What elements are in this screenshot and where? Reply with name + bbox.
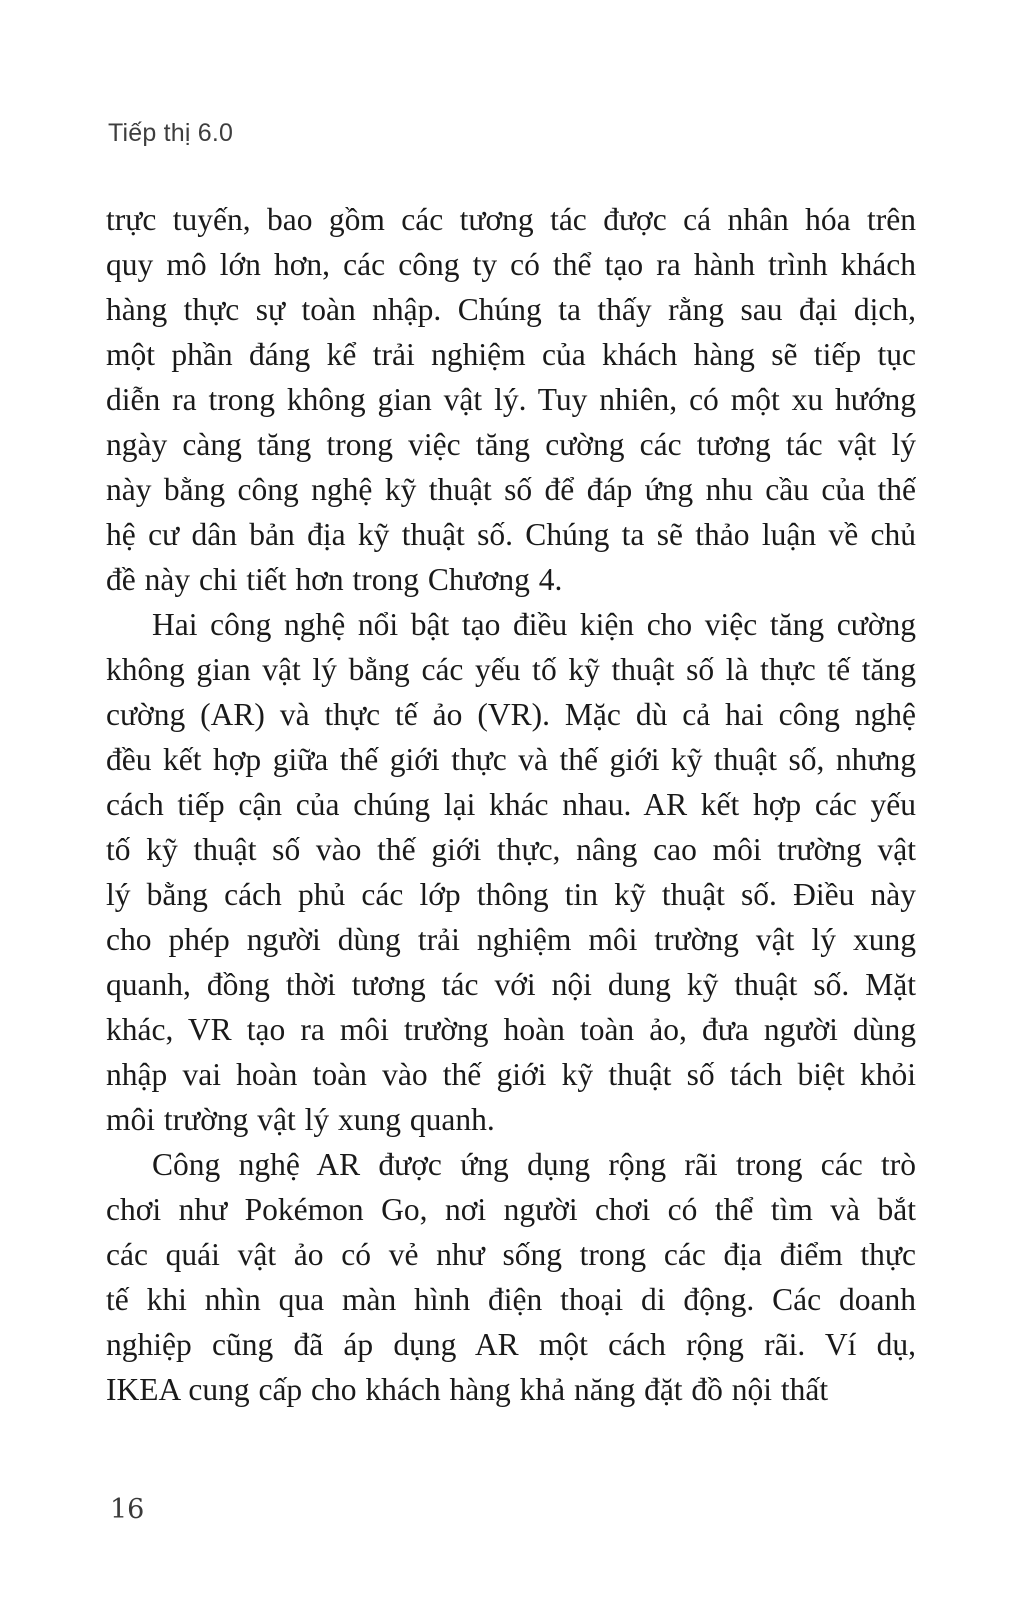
- page-body-text: [106, 197, 916, 1412]
- text-line: cường (AR) và thực tế ảo (VR). Mặc dù cả hai công nghệ: [106, 697, 916, 732]
- text-line: tế khi nhìn qua màn hình điện thoại di động. Các doanh: [106, 1282, 916, 1317]
- page-number: 16: [110, 1494, 145, 1525]
- text-line: khác, VR tạo ra môi trường hoàn toàn ảo, đưa người dùng: [106, 1012, 916, 1047]
- text-line: diễn ra trong không gian vật lý. Tuy nhiên, có một xu hướng: [106, 382, 916, 417]
- text-line: các quái vật ảo có vẻ như sống trong các địa điểm thực: [106, 1237, 916, 1272]
- running-header-title: Tiếp thị 6.0: [108, 119, 234, 147]
- text-line: tố kỹ thuật số vào thế giới thực, nâng cao môi trường vật: [106, 832, 916, 867]
- text-line: đều kết hợp giữa thế giới thực và thế giới kỹ thuật số, nhưng: [106, 742, 916, 777]
- text-line: không gian vật lý bằng các yếu tố kỹ thuật số là thực tế tăng: [106, 652, 916, 687]
- text-line: đề này chi tiết hơn trong Chương 4.: [106, 562, 563, 597]
- text-line: một phần đáng kể trải nghiệm của khách hàng sẽ tiếp tục: [106, 337, 916, 372]
- text-line: Hai công nghệ nổi bật tạo điều kiện cho việc tăng cường: [152, 607, 916, 642]
- text-line: hệ cư dân bản địa kỹ thuật số. Chúng ta sẽ thảo luận về chủ: [106, 517, 916, 552]
- text-line: cho phép người dùng trải nghiệm môi trường vật lý xung: [106, 922, 916, 957]
- text-line: lý bằng cách phủ các lớp thông tin kỹ thuật số. Điều này: [106, 877, 916, 912]
- text-line: quy mô lớn hơn, các công ty có thể tạo ra hành trình khách: [106, 247, 916, 282]
- text-line: nhập vai hoàn toàn vào thế giới kỹ thuật số tách biệt khỏi: [106, 1057, 916, 1092]
- text-line: trực tuyến, bao gồm các tương tác được cá nhân hóa trên: [106, 202, 916, 237]
- text-line: hàng thực sự toàn nhập. Chúng ta thấy rằng sau đại dịch,: [106, 292, 916, 327]
- text-line: nghiệp cũng đã áp dụng AR một cách rộng rãi. Ví dụ,: [106, 1327, 916, 1362]
- text-line: này bằng công nghệ kỹ thuật số để đáp ứng nhu cầu của thế: [106, 472, 916, 507]
- text-line: ngày càng tăng trong việc tăng cường các tương tác vật lý: [106, 427, 916, 462]
- text-line: quanh, đồng thời tương tác với nội dung kỹ thuật số. Mặt: [106, 967, 916, 1002]
- text-line: IKEA cung cấp cho khách hàng khả năng đặt đồ nội thất: [106, 1372, 829, 1407]
- text-line: cách tiếp cận của chúng lại khác nhau. AR kết hợp các yếu: [106, 787, 916, 822]
- text-line: chơi như Pokémon Go, nơi người chơi có thể tìm và bắt: [106, 1192, 916, 1227]
- text-line: môi trường vật lý xung quanh.: [106, 1102, 495, 1137]
- text-line: Công nghệ AR được ứng dụng rộng rãi trong các trò: [152, 1147, 916, 1182]
